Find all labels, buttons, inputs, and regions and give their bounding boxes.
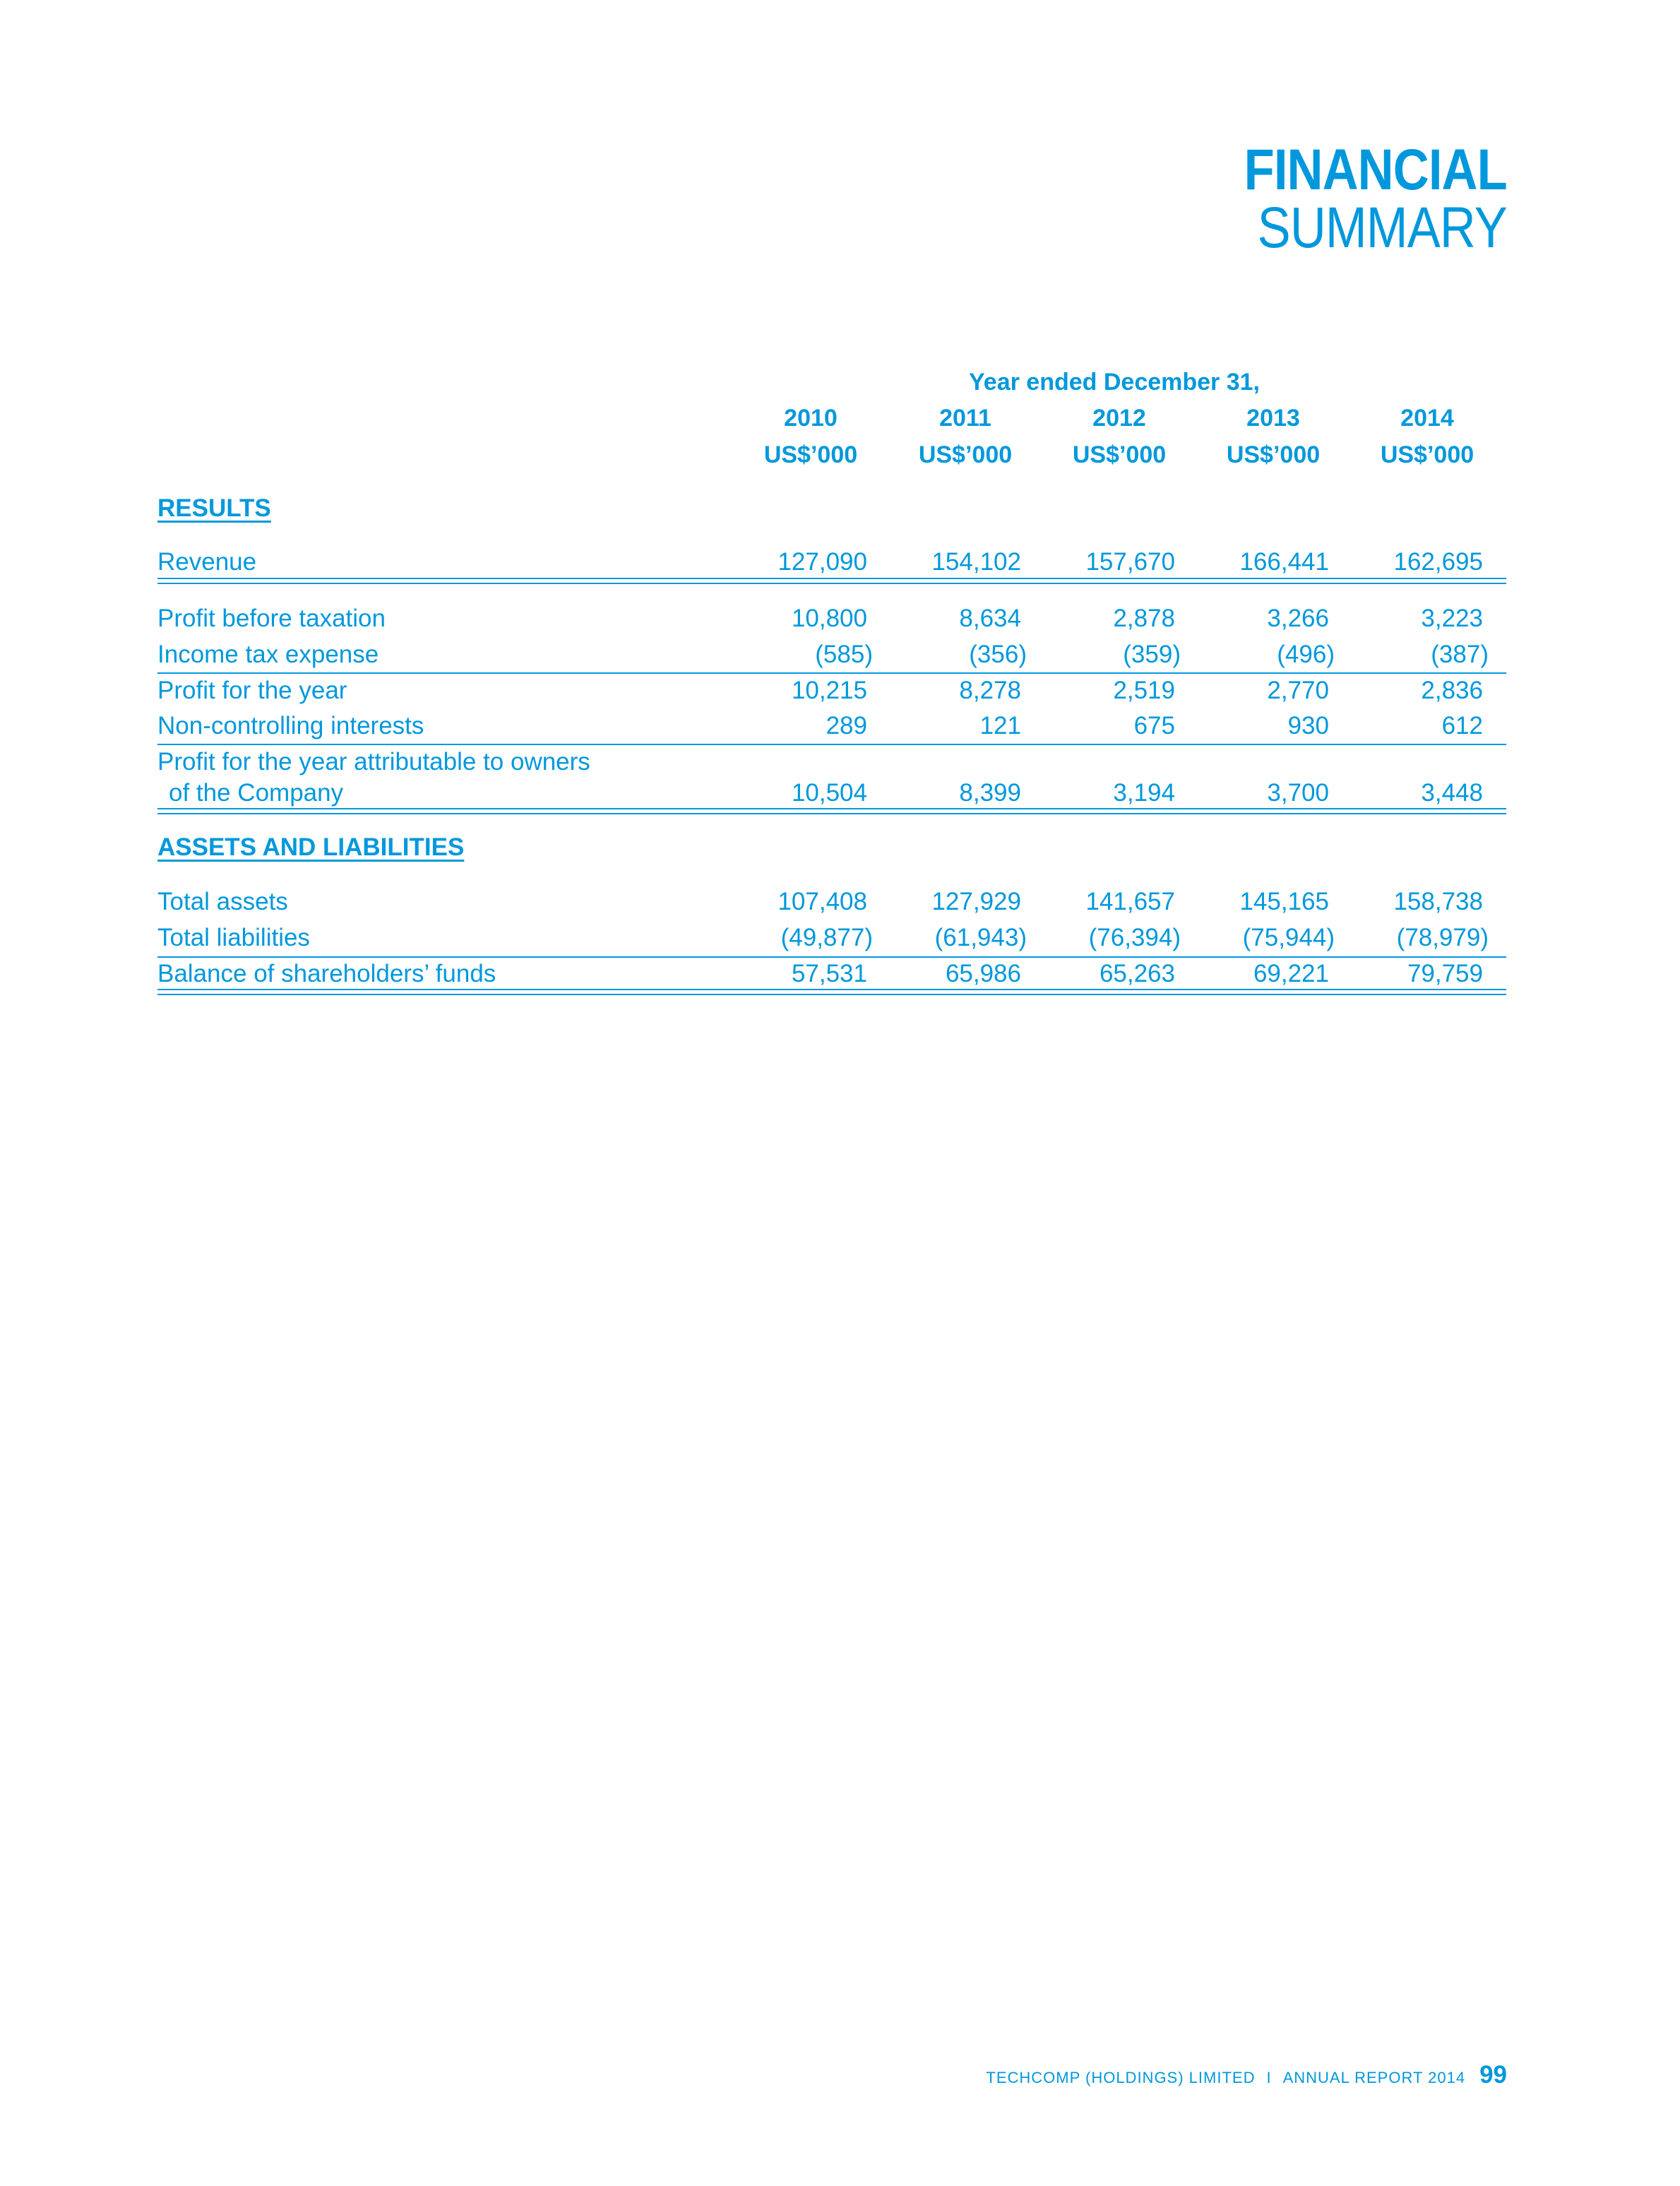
value-2012: 65,263 [1099,960,1175,987]
row-label: Revenue [157,548,257,576]
value-2014: 3,223 [1421,605,1483,632]
value-2014: 2,836 [1421,677,1483,704]
value-2013: 3,700 [1267,779,1329,807]
value-2012: 157,670 [1085,548,1175,576]
rule-double-top [157,808,1506,809]
value-2010: (585) [815,641,873,668]
value-2014: 79,759 [1407,960,1483,987]
value-2011: 65,986 [945,960,1021,987]
value-2011: 8,634 [959,605,1021,632]
value-2010: 57,531 [791,960,867,987]
period-header: Year ended December 31, [969,369,1261,396]
row-label: Profit for the year [157,677,347,704]
value-2010: (49,877) [780,924,873,951]
value-2013: 2,770 [1267,677,1329,704]
row-label: Total liabilities [157,924,310,951]
row-label-line-1: Profit for the year attributable to owners [157,748,590,776]
title-line-2: SUMMARY [1257,196,1507,260]
rule-double-bottom [157,583,1506,584]
value-2011: 127,929 [931,888,1021,915]
value-2012: 2,519 [1113,677,1175,704]
page-footer [986,2061,1507,2089]
value-2012: 3,194 [1113,779,1175,807]
value-2013: 166,441 [1239,548,1329,576]
footer-company: TECHCOMP (HOLDINGS) LIMITED [986,2069,1256,2086]
rule-single [157,672,1506,674]
value-2012: (359) [1123,641,1181,668]
value-2014: 3,448 [1421,779,1483,807]
value-2011: 8,278 [959,677,1021,704]
row-label: Profit before taxation [157,605,386,632]
year-2014: 2014 [1400,405,1454,432]
value-2014: 162,695 [1393,548,1483,576]
value-2010: 10,215 [791,677,867,704]
rule-double-bottom [157,813,1506,814]
value-2013: 145,165 [1239,888,1329,915]
unit-2014: US$’000 [1380,441,1475,468]
value-2014: 158,738 [1393,888,1483,915]
row-income-tax [157,641,1506,676]
value-2010: 127,090 [778,548,867,576]
value-2012: 2,878 [1113,605,1175,632]
section-assets-liabilities: ASSETS AND LIABILITIES [157,833,465,861]
value-2010: 107,408 [778,888,867,915]
value-2011: 8,399 [959,779,1021,807]
footer-report: ANNUAL REPORT 2014 [1282,2069,1466,2086]
row-profit-for-year [157,677,1506,712]
year-2013: 2013 [1246,405,1300,432]
year-2011: 2011 [939,405,991,432]
value-2011: (61,943) [934,924,1027,951]
rule-double-bottom [157,994,1506,995]
value-2013: 69,221 [1253,960,1329,987]
unit-2012: US$’000 [1072,441,1167,468]
title-line-1: FINANCIAL [1244,138,1507,202]
page-number: 99 [1479,2061,1507,2089]
year-2012: 2012 [1092,405,1146,432]
row-label: Total assets [157,888,288,915]
row-total-liabilities [157,924,1506,959]
row-non-controlling [157,712,1506,747]
rule-double-top [157,578,1506,579]
value-2012: 675 [1133,712,1175,739]
value-2013: 3,266 [1267,605,1329,632]
unit-2011: US$’000 [918,441,1013,468]
value-2011: 154,102 [931,548,1021,576]
row-profit-before-tax [157,605,1506,640]
value-2014: (387) [1431,641,1489,668]
value-2010: 10,504 [791,779,867,807]
year-2010: 2010 [784,405,838,432]
value-2010: 289 [826,712,867,739]
value-2013: (75,944) [1242,924,1335,951]
rule-double-top [157,989,1506,990]
value-2014: (78,979) [1396,924,1489,951]
unit-2010: US$’000 [763,441,858,468]
value-2012: (76,394) [1088,924,1181,951]
rule-single [157,956,1506,958]
footer-separator: I [1266,2069,1272,2086]
value-2011: 121 [979,712,1021,739]
value-2013: 930 [1287,712,1329,739]
row-label-line-2: of the Company [169,779,344,807]
value-2014: 612 [1441,712,1483,739]
value-2012: 141,657 [1085,888,1175,915]
rule-single [157,744,1506,745]
value-2010: 10,800 [791,605,867,632]
row-label: Income tax expense [157,641,379,668]
row-label: Non-controlling interests [157,712,424,739]
value-2011: (356) [969,641,1027,668]
page-title [1201,138,1507,260]
value-2013: (496) [1277,641,1335,668]
section-results: RESULTS [157,494,271,522]
unit-2013: US$’000 [1226,441,1321,468]
row-label: Balance of shareholders’ funds [157,960,496,987]
row-total-assets [157,888,1506,923]
